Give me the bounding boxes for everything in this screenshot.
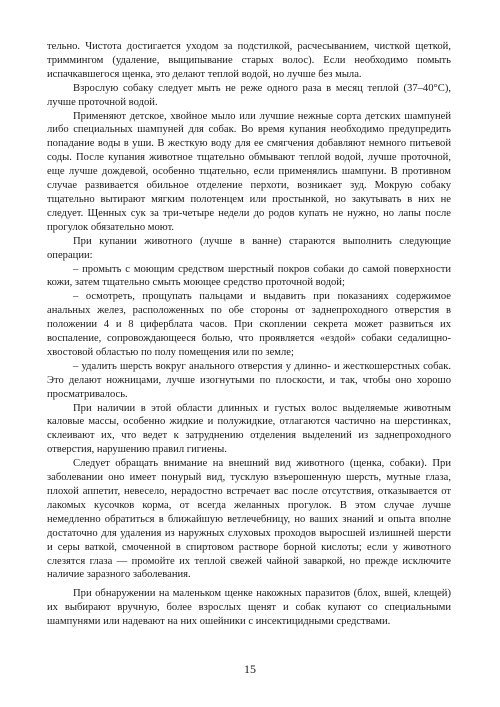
paragraph-continuation: тельно. Чистота достигается уходом за подстилкой, расчесыванием, чисткой щеткой, триммингом (удаление, выщипывание старых волос). Если необходимо помыть испачкавшегося щенка, это делают теплой водой, но лучше без мыла. [47, 41, 451, 80]
paragraph-bath-operations: При купании животного (лучше в ванне) стараются выполнить следующие операции: [47, 235, 451, 261]
list-item-trim-hair: – удалить шерсть вокруг анального отверстия у длинно- и жесткошерстных собак. Это делают ножницами, лучше изогнутыми по плоскости, и так, чтобы оно хорошо просматривалось. [47, 360, 451, 400]
list-item-anal-glands: – осмотреть, прощупать пальцами и выдавить при показаниях содержимое анальных желез, расположенных по обе стороны от заднепроходного отверстия в положении 4 и 8 циферблата часов. При скоплении секрета может развиться их воспаление, сопровождающееся болью, что проявляется «ездой» собаки седалищно-хвостовой областью по полу помещения или по земле; [47, 291, 451, 358]
paragraph-appearance: Следует обращать внимание на внешний вид животного (щенка, собаки). При заболевании оно имеет понурый вид, тусклую взъерошенную шерсть, мутные глаза, плохой аппетит, невесело, нерадостно встречает вас после отсутствия, отказывается от лакомых кусочков корма, от всегда желанных прогулок. В этом случае лучше немедленно обратиться в ближайшую ветлечебницу, но ваших знаний и опыта вполне достаточно для удаления из наружных слуховых проходов выросшей излишней шерсти и серы ваткой, смоченной в спиртовом растворе борной кислоты; если у животного слезятся глаза — промойте их теплой свежей чайной заваркой, но прежде исключите наличие заразного заболевания. [47, 458, 451, 581]
paragraph-parasites: При обнаружении на маленьком щенке накожных паразитов (блох, вшей, клещей) их выбирают вручную, более взрослых щенят и собак купают со специальными шампунями или надевают на них ошейники с инсектицидными средствами. [47, 588, 451, 628]
list-item-wash: – промыть с моющим средством шерстный покров собаки до самой поверхности кожи, затем тщательно смыть моющее средство проточной водой; [47, 263, 451, 289]
body-text [47, 40, 451, 629]
paragraph-long-hair: При наличии в этой области длинных и густых волос выделяемые животным каловые массы, особенно жидкие и полужидкие, отлагаются частично на шерстинках, склеивают их, что ведет к затруднению отделения выделений из заднепроходного отверстия, нарушению правил гигиены. [47, 402, 451, 456]
paragraph-shampoo: Применяют детское, хвойное мыло или лучшие нежные сорта детских шампуней либо специальных шампуней для собак. Во время купания необходимо предупредить попадание воды в уши. В жесткую воду для ее смягчения добавляют немного питьевой соды. После купания животное тщательно обмывают теплой водой, лучше проточной, еще лучше дождевой, особенно тщательно, если применялись шампуни. В противном случае развивается обильное отделение перхоти, возникает зуд. Мокрую собаку тщательно вытирают мягким полотенцем или простынкой, но закутывать в них не следует. Щенных сук за три-четыре недели до родов купать не нужно, но лапы после прогулок обязательно моют. [47, 110, 451, 233]
paragraph-adult-washing: Взрослую собаку следует мыть не реже одного раза в месяц теплой (37–40°С), лучше проточной водой. [47, 82, 451, 108]
page-number: 15 [244, 662, 256, 676]
